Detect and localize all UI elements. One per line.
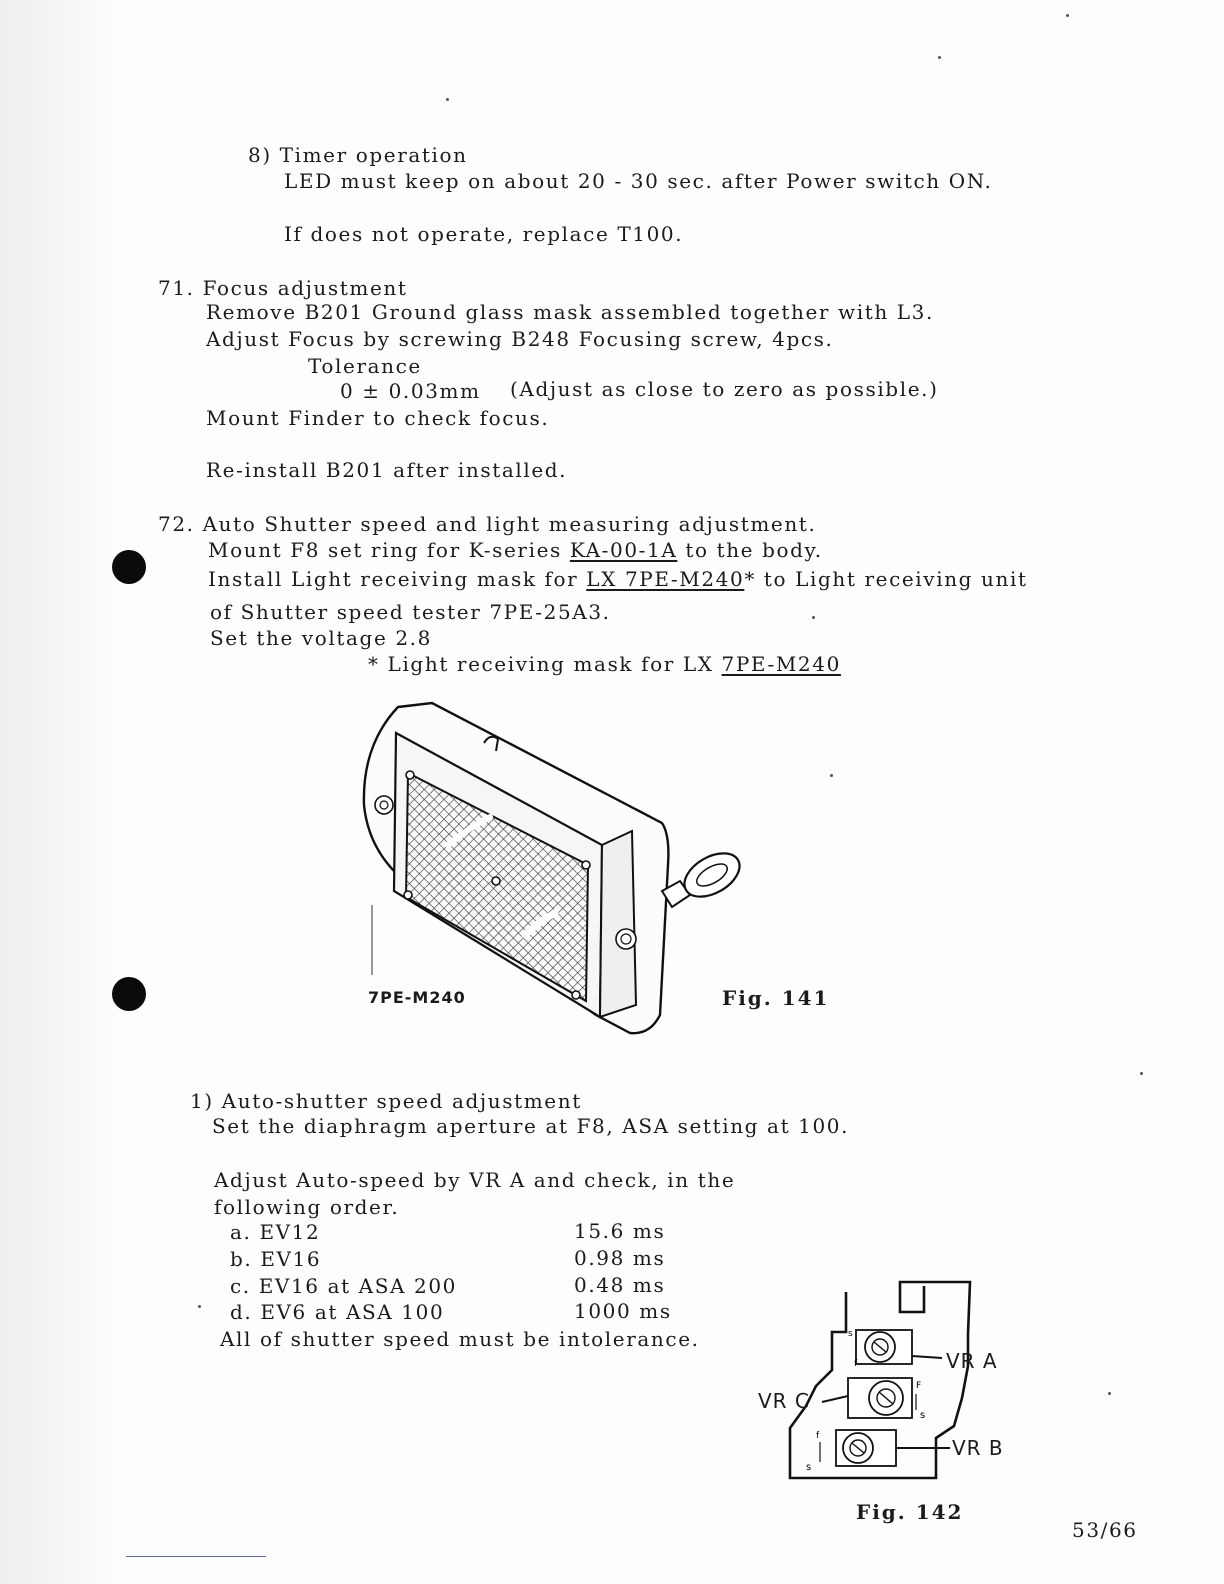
svg-text:s: s <box>848 1329 853 1339</box>
tolerance-value: 0 ± 0.03mm <box>340 379 481 403</box>
fig141-part-label: 7PE-M240 <box>368 988 466 1007</box>
mount-line <box>208 538 823 562</box>
scan-speck <box>812 616 815 619</box>
vr-b-label: VR B <box>952 1436 1004 1460</box>
install-text-a: Install Light receiving mask for <box>208 567 587 591</box>
timer-heading: 8) Timer operation <box>248 143 468 167</box>
scan-speck <box>198 1305 201 1308</box>
install-line-2: of Shutter speed tester 7PE-25A3. <box>210 600 611 624</box>
focus-line-1: Remove B201 Ground glass mask assembled together with L3. <box>206 300 934 324</box>
mount-code: KA-00-1A <box>569 538 678 562</box>
step-c-value: 0.48 ms <box>574 1273 666 1297</box>
vr-c-label: VR C <box>758 1389 810 1413</box>
voltage-line: Set the voltage 2.8 <box>210 626 432 650</box>
scan-speck <box>1066 14 1069 17</box>
scan-speck <box>446 98 449 101</box>
speed-adj-line-1: Set the diaphragm aperture at F8, ASA setting at 100. <box>212 1114 850 1138</box>
focus-line-3: Mount Finder to check focus. <box>206 406 550 430</box>
step-b-value: 0.98 ms <box>574 1246 666 1270</box>
vr-a-label: VR A <box>946 1349 998 1373</box>
tolerance-note: (Adjust as close to zero as possible.) <box>510 377 939 401</box>
step-a-label: a. EV12 <box>230 1220 321 1244</box>
bottom-rule <box>126 1556 266 1557</box>
mount-text-a: Mount F8 set ring for K-series <box>208 538 570 562</box>
svg-text:f: f <box>854 1359 858 1369</box>
install-text-b: * to Light receiving unit <box>744 567 1028 591</box>
binder-hole-top <box>112 550 146 584</box>
svg-text:s: s <box>806 1462 812 1473</box>
focus-line-4: Re-install B201 after installed. <box>206 458 568 482</box>
timer-line-2: If does not operate, replace T100. <box>284 222 684 246</box>
scan-shadow <box>0 0 120 1584</box>
install-line <box>208 567 1028 591</box>
timer-line-1: LED must keep on about 20 - 30 sec. after Power switch ON. <box>284 169 993 193</box>
speed-adj-heading: 1) Auto-shutter speed adjustment <box>190 1089 582 1113</box>
mask-note-code: 7PE-M240 <box>721 652 841 676</box>
scan-speck <box>830 774 833 777</box>
scan-speck <box>1140 1072 1143 1075</box>
fig141-caption: Fig. 141 <box>722 986 830 1010</box>
step-d-label: d. EV6 at ASA 100 <box>230 1300 445 1324</box>
auto-shutter-heading: 72. Auto Shutter speed and light measuring adjustment. <box>158 512 817 536</box>
binder-hole-bottom <box>112 977 146 1011</box>
install-code: LX 7PE-M240 <box>586 567 745 591</box>
focus-line-2: Adjust Focus by screwing B248 Focusing screw, 4pcs. <box>206 327 834 351</box>
page-number: 53/66 <box>1072 1518 1138 1542</box>
speed-adj-line-3: following order. <box>214 1195 400 1219</box>
svg-text:f: f <box>816 1431 820 1441</box>
step-b-label: b. EV16 <box>230 1247 322 1271</box>
speed-adj-line-2: Adjust Auto-speed by VR A and check, in the <box>214 1168 736 1192</box>
mask-note-text: * Light receiving mask for LX <box>368 652 722 676</box>
step-a-value: 15.6 ms <box>574 1219 666 1243</box>
scan-speck <box>1108 1392 1111 1395</box>
svg-text:s: s <box>920 1410 926 1421</box>
mask-note <box>368 652 841 676</box>
mount-text-b: to the body. <box>677 538 823 562</box>
speed-adj-closing: All of shutter speed must be intolerance. <box>220 1327 700 1351</box>
scan-speck <box>938 56 941 59</box>
step-c-label: c. EV16 at ASA 200 <box>230 1274 458 1298</box>
svg-text:F: F <box>916 1381 922 1391</box>
tolerance-label: Tolerance <box>308 354 422 378</box>
fig142-caption: Fig. 142 <box>856 1500 964 1524</box>
step-d-value: 1000 ms <box>574 1299 672 1323</box>
focus-heading: 71. Focus adjustment <box>158 276 408 300</box>
